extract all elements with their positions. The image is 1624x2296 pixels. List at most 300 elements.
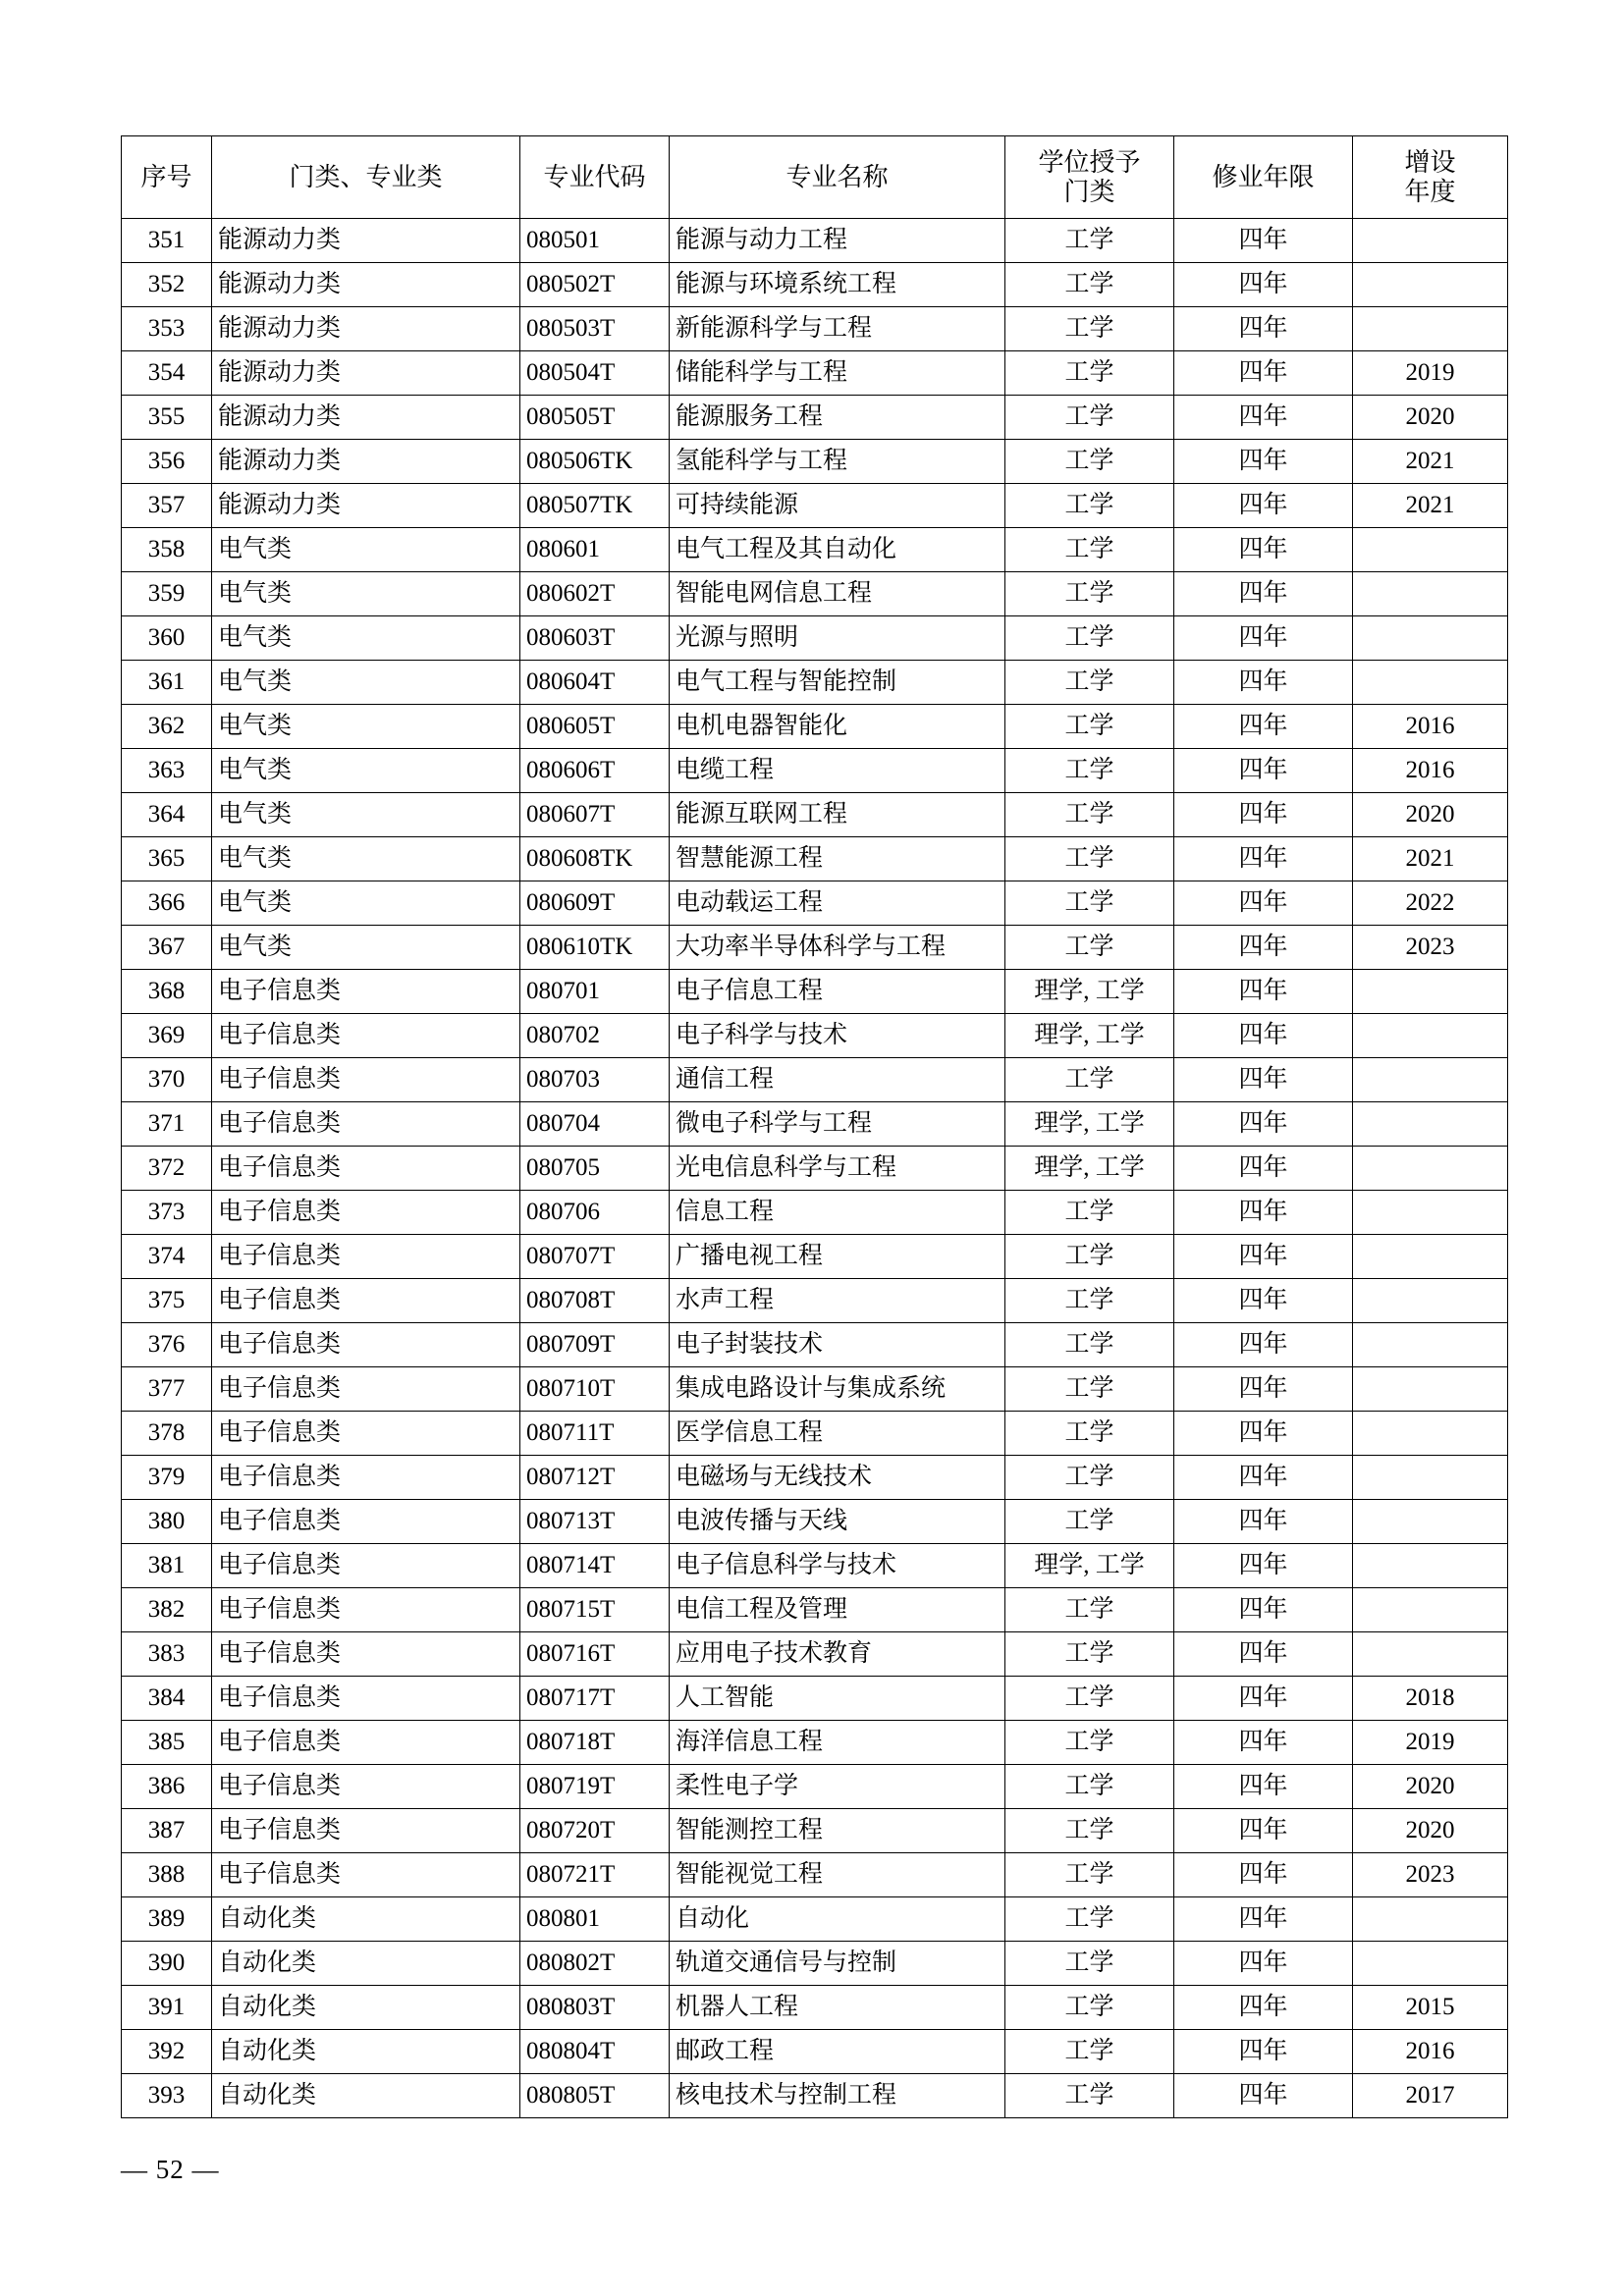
cell-category: 电子信息类 [212,1677,520,1721]
cell-duration: 四年 [1174,1058,1353,1102]
table-row [122,1102,1508,1147]
cell-code: 080605T [520,705,670,749]
cell-name: 人工智能 [670,1677,1005,1721]
cell-added-year: 2021 [1353,837,1508,881]
cell-degree: 工学 [1005,1456,1174,1500]
cell-name: 电磁场与无线技术 [670,1456,1005,1500]
table-row [122,793,1508,837]
table-row [122,749,1508,793]
table-row [122,1014,1508,1058]
cell-index: 373 [122,1191,212,1235]
cell-code: 080719T [520,1765,670,1809]
cell-duration: 四年 [1174,1677,1353,1721]
cell-category: 自动化类 [212,2074,520,2118]
cell-duration: 四年 [1174,219,1353,263]
table-row [122,1853,1508,1897]
cell-code: 080503T [520,307,670,351]
cell-code: 080603T [520,616,670,661]
cell-index: 361 [122,661,212,705]
column-header-added-year [1353,136,1508,219]
table-row [122,2074,1508,2118]
table-row [122,1677,1508,1721]
cell-category: 电子信息类 [212,1102,520,1147]
cell-index: 366 [122,881,212,926]
cell-name: 医学信息工程 [670,1412,1005,1456]
table-row [122,1456,1508,1500]
column-header-duration: 修业年限 [1174,136,1353,219]
cell-name: 电波传播与天线 [670,1500,1005,1544]
cell-category: 电子信息类 [212,1809,520,1853]
cell-code: 080609T [520,881,670,926]
cell-name: 电机电器智能化 [670,705,1005,749]
cell-index: 370 [122,1058,212,1102]
cell-category: 电气类 [212,528,520,572]
cell-duration: 四年 [1174,1102,1353,1147]
cell-category: 能源动力类 [212,484,520,528]
cell-name: 电子信息工程 [670,970,1005,1014]
column-header-index: 序号 [122,136,212,219]
cell-name: 应用电子技术教育 [670,1632,1005,1677]
column-header-added-line2: 年度 [1404,177,1456,206]
table-row [122,1058,1508,1102]
cell-category: 电子信息类 [212,1279,520,1323]
cell-category: 能源动力类 [212,440,520,484]
cell-duration: 四年 [1174,1588,1353,1632]
cell-duration: 四年 [1174,1544,1353,1588]
cell-added-year [1353,1323,1508,1367]
cell-index: 389 [122,1897,212,1942]
cell-name: 电信工程及管理 [670,1588,1005,1632]
cell-index: 382 [122,1588,212,1632]
cell-duration: 四年 [1174,1721,1353,1765]
cell-added-year: 2019 [1353,1721,1508,1765]
cell-duration: 四年 [1174,926,1353,970]
cell-added-year: 2021 [1353,484,1508,528]
cell-duration: 四年 [1174,881,1353,926]
cell-code: 080601 [520,528,670,572]
cell-category: 电子信息类 [212,1500,520,1544]
cell-degree: 工学 [1005,1235,1174,1279]
cell-degree: 工学 [1005,1942,1174,1986]
cell-category: 电气类 [212,749,520,793]
cell-code: 080701 [520,970,670,1014]
cell-degree: 工学 [1005,661,1174,705]
cell-degree: 工学 [1005,1986,1174,2030]
cell-added-year: 2020 [1353,1765,1508,1809]
table-row [122,219,1508,263]
cell-name: 能源与环境系统工程 [670,263,1005,307]
cell-name: 邮政工程 [670,2030,1005,2074]
table-row [122,351,1508,396]
cell-code: 080713T [520,1500,670,1544]
cell-code: 080607T [520,793,670,837]
cell-added-year [1353,1942,1508,1986]
cell-category: 电气类 [212,616,520,661]
cell-index: 359 [122,572,212,616]
cell-code: 080714T [520,1544,670,1588]
cell-degree: 工学 [1005,2030,1174,2074]
cell-index: 392 [122,2030,212,2074]
cell-degree: 工学 [1005,1500,1174,1544]
cell-name: 智能电网信息工程 [670,572,1005,616]
cell-code: 080501 [520,219,670,263]
cell-index: 362 [122,705,212,749]
cell-index: 376 [122,1323,212,1367]
cell-degree: 理学, 工学 [1005,970,1174,1014]
table-row [122,616,1508,661]
cell-added-year [1353,572,1508,616]
cell-index: 375 [122,1279,212,1323]
cell-category: 电气类 [212,881,520,926]
cell-index: 353 [122,307,212,351]
cell-duration: 四年 [1174,528,1353,572]
cell-category: 能源动力类 [212,219,520,263]
cell-duration: 四年 [1174,2030,1353,2074]
table-row [122,1544,1508,1588]
cell-code: 080711T [520,1412,670,1456]
cell-added-year [1353,1456,1508,1500]
page-number: — 52 — [121,2155,220,2184]
table-row [122,705,1508,749]
cell-degree: 工学 [1005,1853,1174,1897]
majors-table-container [121,135,1507,2118]
cell-added-year: 2016 [1353,705,1508,749]
cell-name: 能源互联网工程 [670,793,1005,837]
cell-name: 能源服务工程 [670,396,1005,440]
table-row [122,1809,1508,1853]
cell-duration: 四年 [1174,2074,1353,2118]
cell-degree: 工学 [1005,1588,1174,1632]
column-header-added-line1: 增设 [1404,147,1456,177]
cell-degree: 理学, 工学 [1005,1014,1174,1058]
cell-code: 080709T [520,1323,670,1367]
cell-degree: 理学, 工学 [1005,1544,1174,1588]
cell-duration: 四年 [1174,970,1353,1014]
cell-index: 358 [122,528,212,572]
cell-category: 电子信息类 [212,1544,520,1588]
cell-category: 电气类 [212,926,520,970]
cell-code: 080504T [520,351,670,396]
cell-duration: 四年 [1174,1853,1353,1897]
table-row [122,307,1508,351]
cell-index: 384 [122,1677,212,1721]
cell-index: 386 [122,1765,212,1809]
table-row [122,1986,1508,2030]
cell-name: 集成电路设计与集成系统 [670,1367,1005,1412]
table-row [122,440,1508,484]
cell-category: 能源动力类 [212,351,520,396]
cell-category: 电子信息类 [212,970,520,1014]
cell-name: 海洋信息工程 [670,1721,1005,1765]
cell-name: 水声工程 [670,1279,1005,1323]
table-row [122,1323,1508,1367]
cell-added-year [1353,1147,1508,1191]
cell-code: 080703 [520,1058,670,1102]
cell-index: 374 [122,1235,212,1279]
cell-duration: 四年 [1174,661,1353,705]
cell-duration: 四年 [1174,263,1353,307]
cell-category: 能源动力类 [212,396,520,440]
cell-index: 360 [122,616,212,661]
cell-degree: 工学 [1005,1191,1174,1235]
cell-added-year: 2016 [1353,749,1508,793]
cell-added-year [1353,970,1508,1014]
cell-duration: 四年 [1174,1235,1353,1279]
cell-duration: 四年 [1174,749,1353,793]
cell-duration: 四年 [1174,440,1353,484]
cell-added-year [1353,1279,1508,1323]
cell-index: 354 [122,351,212,396]
cell-degree: 工学 [1005,1323,1174,1367]
cell-added-year: 2021 [1353,440,1508,484]
cell-added-year [1353,1058,1508,1102]
cell-degree: 工学 [1005,528,1174,572]
cell-degree: 理学, 工学 [1005,1102,1174,1147]
cell-degree: 工学 [1005,749,1174,793]
cell-code: 080720T [520,1809,670,1853]
cell-code: 080602T [520,572,670,616]
cell-index: 390 [122,1942,212,1986]
table-row [122,1632,1508,1677]
cell-degree: 工学 [1005,572,1174,616]
cell-index: 385 [122,1721,212,1765]
cell-name: 可持续能源 [670,484,1005,528]
cell-code: 080704 [520,1102,670,1147]
cell-category: 电子信息类 [212,1367,520,1412]
cell-added-year [1353,528,1508,572]
cell-duration: 四年 [1174,1986,1353,2030]
cell-code: 080710T [520,1367,670,1412]
cell-duration: 四年 [1174,1191,1353,1235]
table-row [122,2030,1508,2074]
cell-added-year: 2023 [1353,1853,1508,1897]
cell-category: 电气类 [212,837,520,881]
cell-category: 能源动力类 [212,263,520,307]
cell-added-year [1353,1632,1508,1677]
cell-added-year: 2015 [1353,1986,1508,2030]
cell-name: 微电子科学与工程 [670,1102,1005,1147]
majors-table [121,135,1508,2118]
cell-added-year [1353,219,1508,263]
cell-added-year [1353,661,1508,705]
cell-code: 080803T [520,1986,670,2030]
cell-added-year: 2018 [1353,1677,1508,1721]
table-row [122,528,1508,572]
cell-code: 080715T [520,1588,670,1632]
cell-duration: 四年 [1174,793,1353,837]
cell-name: 能源与动力工程 [670,219,1005,263]
cell-duration: 四年 [1174,1500,1353,1544]
cell-degree: 工学 [1005,219,1174,263]
cell-degree: 工学 [1005,351,1174,396]
cell-duration: 四年 [1174,837,1353,881]
cell-code: 080604T [520,661,670,705]
cell-code: 080802T [520,1942,670,1986]
table-row [122,1191,1508,1235]
cell-added-year: 2019 [1353,351,1508,396]
cell-code: 080805T [520,2074,670,2118]
cell-index: 352 [122,263,212,307]
cell-name: 电缆工程 [670,749,1005,793]
cell-duration: 四年 [1174,1014,1353,1058]
cell-added-year [1353,307,1508,351]
cell-name: 智能测控工程 [670,1809,1005,1853]
cell-added-year [1353,263,1508,307]
cell-category: 能源动力类 [212,307,520,351]
cell-duration: 四年 [1174,572,1353,616]
cell-index: 356 [122,440,212,484]
table-header-row [122,136,1508,219]
cell-duration: 四年 [1174,1942,1353,1986]
cell-degree: 工学 [1005,2074,1174,2118]
table-row [122,970,1508,1014]
column-header-degree-line1: 学位授予 [1038,147,1141,177]
cell-degree: 工学 [1005,705,1174,749]
cell-added-year [1353,1235,1508,1279]
table-row [122,1897,1508,1942]
cell-name: 光源与照明 [670,616,1005,661]
cell-degree: 工学 [1005,396,1174,440]
cell-category: 电气类 [212,793,520,837]
cell-category: 电子信息类 [212,1853,520,1897]
cell-name: 电气工程及其自动化 [670,528,1005,572]
cell-index: 387 [122,1809,212,1853]
cell-duration: 四年 [1174,705,1353,749]
cell-name: 信息工程 [670,1191,1005,1235]
cell-added-year [1353,1014,1508,1058]
cell-degree: 工学 [1005,484,1174,528]
table-row [122,837,1508,881]
column-header-category: 门类、专业类 [212,136,520,219]
table-row [122,1367,1508,1412]
cell-added-year [1353,1102,1508,1147]
cell-added-year [1353,1897,1508,1942]
cell-category: 电气类 [212,572,520,616]
column-header-degree-line2: 门类 [1063,177,1115,206]
table-row [122,926,1508,970]
table-row [122,1721,1508,1765]
cell-category: 自动化类 [212,1986,520,2030]
cell-index: 371 [122,1102,212,1147]
cell-index: 364 [122,793,212,837]
cell-name: 电动载运工程 [670,881,1005,926]
table-row [122,1588,1508,1632]
cell-index: 381 [122,1544,212,1588]
cell-category: 自动化类 [212,1897,520,1942]
cell-index: 372 [122,1147,212,1191]
cell-category: 电子信息类 [212,1412,520,1456]
cell-name: 自动化 [670,1897,1005,1942]
cell-code: 080705 [520,1147,670,1191]
cell-duration: 四年 [1174,1897,1353,1942]
cell-degree: 工学 [1005,881,1174,926]
cell-degree: 工学 [1005,1632,1174,1677]
cell-category: 电子信息类 [212,1235,520,1279]
cell-index: 378 [122,1412,212,1456]
cell-category: 电气类 [212,661,520,705]
cell-name: 新能源科学与工程 [670,307,1005,351]
table-header [122,136,1508,219]
column-header-name: 专业名称 [670,136,1005,219]
cell-category: 自动化类 [212,2030,520,2074]
cell-duration: 四年 [1174,1765,1353,1809]
table-row [122,881,1508,926]
cell-degree: 工学 [1005,1058,1174,1102]
cell-category: 电子信息类 [212,1721,520,1765]
cell-name: 储能科学与工程 [670,351,1005,396]
table-row [122,572,1508,616]
cell-name: 机器人工程 [670,1986,1005,2030]
cell-duration: 四年 [1174,1147,1353,1191]
cell-duration: 四年 [1174,1632,1353,1677]
cell-degree: 工学 [1005,1721,1174,1765]
cell-code: 080606T [520,749,670,793]
cell-name: 核电技术与控制工程 [670,2074,1005,2118]
cell-degree: 工学 [1005,793,1174,837]
cell-duration: 四年 [1174,351,1353,396]
cell-name: 电子封装技术 [670,1323,1005,1367]
cell-name: 通信工程 [670,1058,1005,1102]
cell-added-year [1353,1367,1508,1412]
cell-code: 080706 [520,1191,670,1235]
table-row [122,1235,1508,1279]
cell-code: 080721T [520,1853,670,1897]
cell-index: 379 [122,1456,212,1500]
cell-code: 080608TK [520,837,670,881]
cell-code: 080804T [520,2030,670,2074]
cell-category: 电子信息类 [212,1014,520,1058]
cell-duration: 四年 [1174,1323,1353,1367]
cell-index: 368 [122,970,212,1014]
cell-degree: 理学, 工学 [1005,1147,1174,1191]
cell-duration: 四年 [1174,1456,1353,1500]
cell-duration: 四年 [1174,1279,1353,1323]
table-row [122,1500,1508,1544]
cell-duration: 四年 [1174,1412,1353,1456]
cell-added-year: 2020 [1353,793,1508,837]
cell-duration: 四年 [1174,396,1353,440]
cell-code: 080702 [520,1014,670,1058]
cell-name: 智能视觉工程 [670,1853,1005,1897]
cell-duration: 四年 [1174,1367,1353,1412]
cell-added-year [1353,1412,1508,1456]
cell-category: 电子信息类 [212,1147,520,1191]
cell-degree: 工学 [1005,1677,1174,1721]
cell-index: 355 [122,396,212,440]
cell-added-year [1353,1500,1508,1544]
cell-added-year [1353,1191,1508,1235]
cell-duration: 四年 [1174,484,1353,528]
cell-category: 电子信息类 [212,1323,520,1367]
cell-name: 电子科学与技术 [670,1014,1005,1058]
cell-name: 广播电视工程 [670,1235,1005,1279]
cell-code: 080718T [520,1721,670,1765]
table-row [122,1147,1508,1191]
table-row [122,263,1508,307]
cell-code: 080716T [520,1632,670,1677]
cell-code: 080502T [520,263,670,307]
cell-added-year: 2020 [1353,396,1508,440]
cell-degree: 工学 [1005,926,1174,970]
cell-code: 080717T [520,1677,670,1721]
cell-name: 光电信息科学与工程 [670,1147,1005,1191]
cell-index: 383 [122,1632,212,1677]
cell-category: 电子信息类 [212,1588,520,1632]
cell-degree: 工学 [1005,440,1174,484]
cell-name: 智慧能源工程 [670,837,1005,881]
cell-index: 363 [122,749,212,793]
cell-index: 380 [122,1500,212,1544]
